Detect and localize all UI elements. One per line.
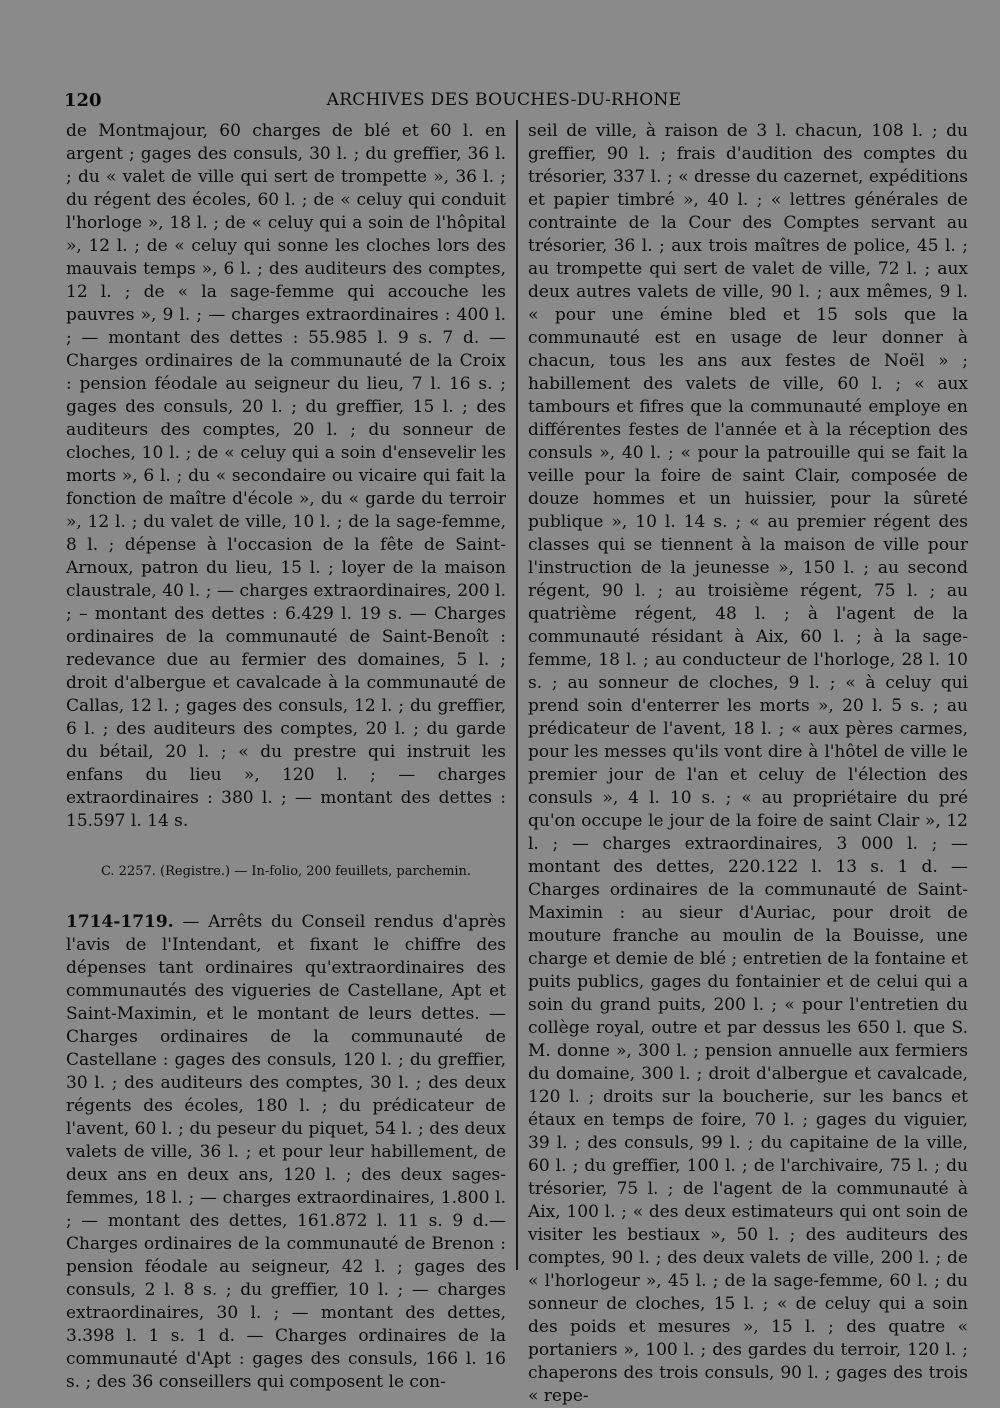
column-divider <box>516 120 518 1270</box>
left-paragraph-1: de Montmajour, 60 charges de blé et 60 l. en argent ; gages des consuls, 30 l. ; du greffier, 36 l. ; du « valet de ville qui sert de trompette », 36 l. ; du régent des écoles, 60 l. ; de « celuy qui conduit l'horloge », 18 l. ; de « celuy qui a soin de l'hôpital », 12 l. ; de « celuy qui sonne les cloches lors des mauvais temps », 6 l. ; des auditeurs des comptes, 12 l. ; de « la sage-femme qui accouche les pauvres », 9 l. ; — charges extraordinaires : 400 l. ; — montant des dettes : 55.985 l. 9 s. 7 d. — Charges ordinaires de la communauté de la Croix : pension féodale au seigneur du lieu, 7 l. 16 s. ; gages des consuls, 20 l. ; du greffier, 15 l. ; des auditeurs des comptes, 20 l. ; du sonneur de cloches, 10 l. ; de « celuy qui a soin d'ensevelir les morts », 6 l. ; du « secondaire ou vicaire qui fait la fonction de maître d'école », du « garde du terroir », 12 l. ; du valet de ville, 10 l. ; de la sage-femme, 8 l. ; dépense à l'occasion de la fête de Saint-Arnoux, patron du lieu, 15 l. ; loyer de la maison claustrale, 40 l. ; — charges extraordinaires, 200 l. ; – montant des dettes : 6.429 l. 19 s. — Charges ordinaires de la communauté de Saint-Benoît : redevance due au fermier des domaines, 5 l. ; droit d'albergue et cavalcade à la communauté de Callas, 12 l. ; gages des consuls, 12 l. ; du greffier, 6 l. ; des auditeurs des comptes, 20 l. ; du garde du bétail, 20 l. ; « du prestre qui instruit les enfans du lieu », 120 l. ; — charges extraordinaires : 380 l. ; — montant des dettes : 15.597 l. 14 s. <box>66 121 506 831</box>
right-column <box>528 120 968 1408</box>
entry-text: — Arrêts du Conseil rendus d'après l'avis de l'Intendant, et fixant le chiffre des dépenses tant ordinaires qu'extraordinaires des communautés des vigueries de Castellane, Apt et Saint-Maximin, et le montant de leurs dettes. — Charges ordinaires de la communauté de Castellane : gages des consuls, 120 l. ; du greffier, 30 l. ; des auditeurs des comptes, 30 l. ; des deux régents des écoles, 180 l. ; du prédicateur de l'avent, 60 l. ; du peseur du piquet, 54 l. ; des deux valets de ville, 36 l. ; et pour leur habillement, de deux ans en deux ans, 120 l. ; des deux sages-femmes, 18 l. ; — charges extraordinaires, 1.800 l. ; — montant des dettes, 161.872 l. 11 s. 9 d.— Charges ordinaires de la communauté de Brenon : pension féodale au seigneur, 42 l. ; gages des consuls, 2 l. 8 s. ; du greffier, 10 l. ; — charges extraordinaires, 30 l. ; — montant des dettes, 3.398 l. 1 s. 1 d. — Charges ordinaires de la communauté d'Apt : gages des consuls, 166 l. 16 s. ; des 36 conseillers qui composent le con- <box>66 912 506 1392</box>
page-number: 120 <box>64 90 102 111</box>
register-caption: C. 2257. (Registre.) — In-folio, 200 feuillets, parchemin. <box>100 864 472 879</box>
entry-date: 1714-1719. <box>66 912 174 932</box>
left-paragraph-2 <box>66 911 506 1394</box>
left-column <box>66 120 506 1394</box>
running-title: ARCHIVES DES BOUCHES-DU-RHONE <box>326 90 682 110</box>
right-paragraph-1: seil de ville, à raison de 3 l. chacun, 108 l. ; du greffier, 90 l. ; frais d'audition des comptes du trésorier, 337 l. ; « dresse du cazernet, expéditions et papier timbré », 40 l. ; « lettres générales de contrainte de la Cour des Comptes servant au trésorier, 36 l. ; aux trois maîtres de police, 45 l. ; au trompette qui sert de valet de ville, 72 l. ; aux deux autres valets de ville, 90 l. ; aux mêmes, 9 l. « pour une émine bled et 15 sols que la communauté est en usage de leur donner à chacun, tous les ans aux festes de Noël » ; habillement des valets de ville, 60 l. ; « aux tambours et fifres que la communauté employe en différentes festes de l'année et à la réception des consuls », 40 l. ; « pour la patrouille qui se fait la veille pour la foire de saint Clair, composée de douze hommes et un huissier, pour la sûreté publique », 10 l. 14 s. ; « au premier régent des classes qui se tiennent à la maison de ville pour l'instruction de la jeunesse », 150 l. ; au second régent, 90 l. ; au troisième régent, 75 l. ; au quatrième régent, 48 l. ; à l'agent de la communauté résidant à Aix, 60 l. ; à la sage-femme, 18 l. ; au conducteur de l'horloge, 28 l. 10 s. ; au sonneur de cloches, 9 l. ; « à celuy qui prend soin d'enterrer les morts », 20 l. 5 s. ; au prédicateur de l'avent, 18 l. ; « aux pères carmes, pour les messes qu'ils vont dire à l'hôtel de ville le premier jour de l'an et celuy de l'élection des consuls », 4 l. 10 s. ; « au propriétaire du pré qu'on occupe le jour de la foire de saint Clair », 12 l. ; — charges extraordinaires, 3 000 l. ; — montant des dettes, 220.122 l. 13 s. 1 d. — Charges ordinaires de la communauté de Saint-Maximin : au sieur d'Auriac, pour droit de mouture franche au moulin de la Bouisse, une charge et demie de blé ; entretien de la fontaine et puits publics, gages du fontainier et de celui qui a soin du grand puits, 200 l. ; « pour l'entretien du collège royal, outre et par dessus les 650 l. que S. M. donne », 300 l. ; pension annuelle aux fermiers du domaine, 300 l. ; droit d'albergue et cavalcade, 120 l. ; droits sur la boucherie, sur les bancs et étaux en temps de foire, 70 l. ; gages du viguier, 39 l. ; des consuls, 99 l. ; du capitaine de la ville, 60 l. ; du greffier, 100 l. ; de l'archivaire, 75 l. ; du trésorier, 75 l. ; de l'agent de la communauté à Aix, 100 l. ; « des deux estimateurs qui ont soin de visiter les bestiaux », 50 l. ; des auditeurs des comptes, 90 l. ; des deux valets de ville, 200 l. ; de « l'horlogeur », 45 l. ; de la sage-femme, 60 l. ; du sonneur de cloches, 15 l. ; « de celuy qui a soin des poids et mesures », 15 l. ; des quatre « portaniers », 100 l. ; des gardes du terroir, 120 l. ; chaperons des trois consuls, 90 l. ; gages des trois « repe- <box>528 121 968 1406</box>
page-header <box>64 90 944 114</box>
